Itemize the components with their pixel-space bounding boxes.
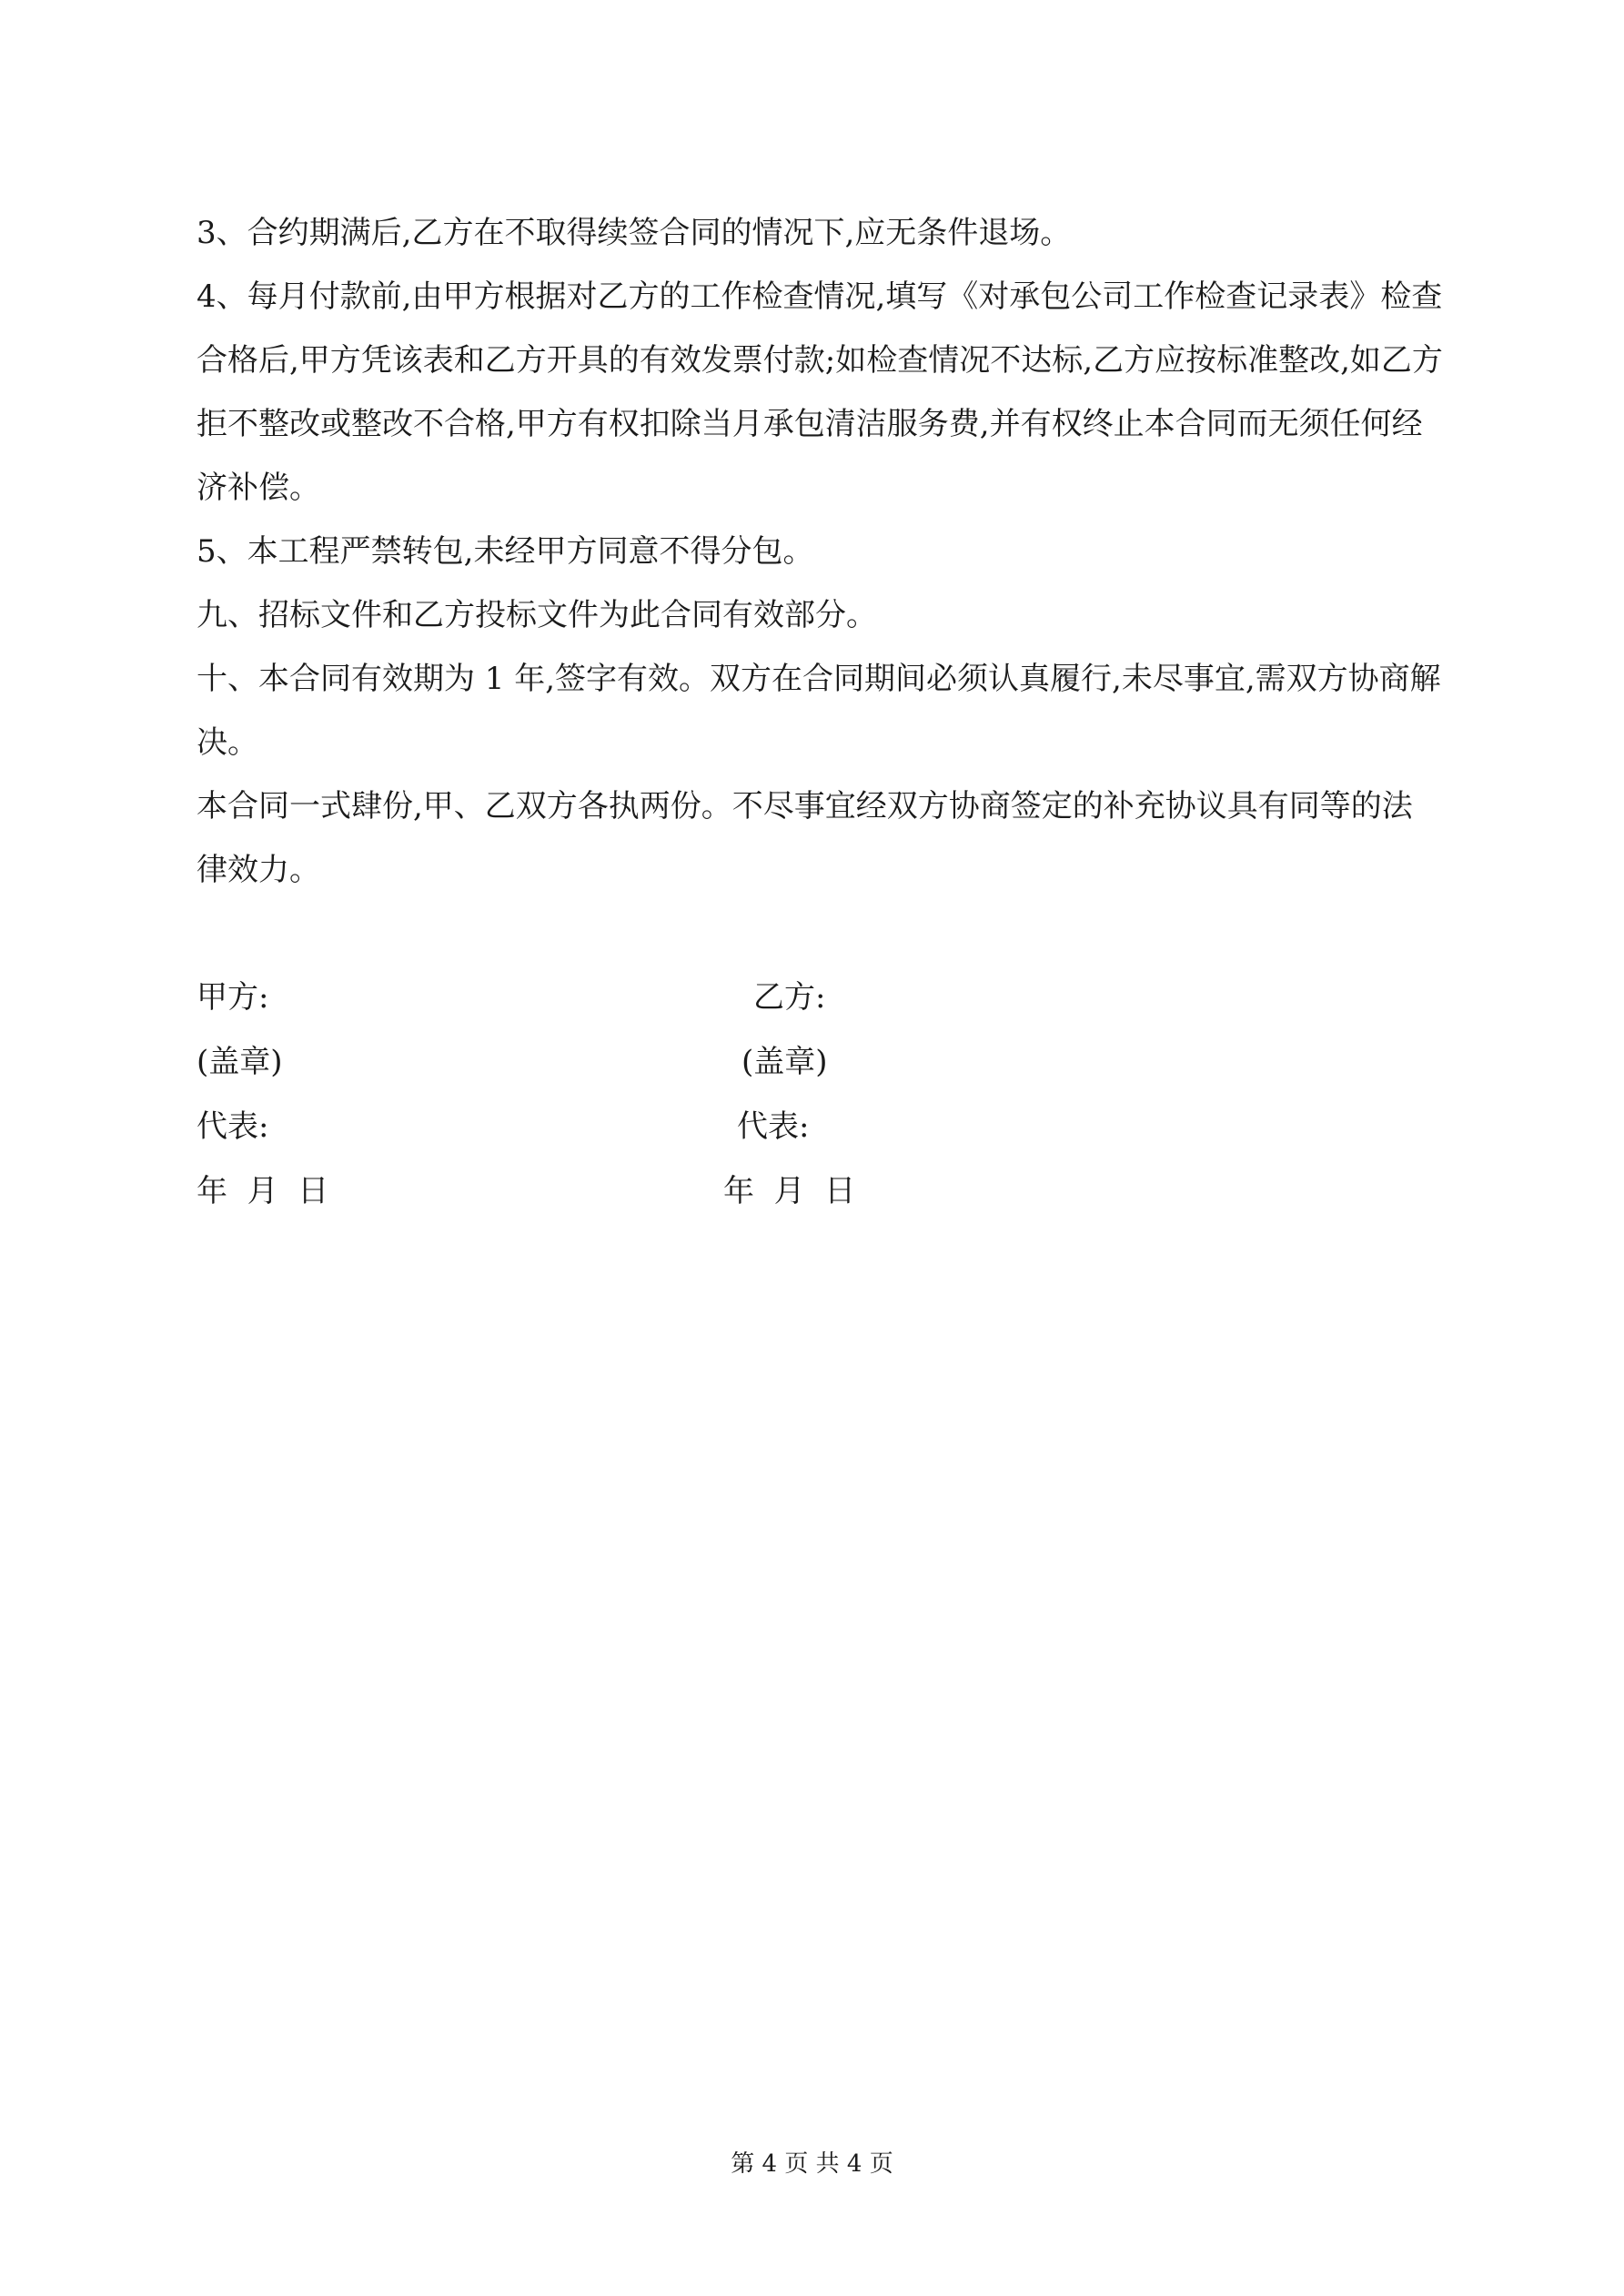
- copies-clause: 本合同一式肆份,甲、乙双方各执两份。不尽事宜经双方协商签定的补充协议具有同等的法律效力。: [197, 788, 1413, 888]
- clause-4: 4、每月付款前,由甲方根据对乙方的工作检查情况,填写《对承包公司工作检查记录表》检查合格后,甲方凭该表和乙方开具的有效发票付款;如检查情况不达标,乙方应按标准整改,如乙方拒不整改或整改不合格,甲方有权扣除当月承包清洁服务费,并有权终止本合同而无须任何经济补偿。: [197, 278, 1443, 506]
- clause-5: 5、本工程严禁转包,未经甲方同意不得分包。: [197, 533, 814, 570]
- party-a-date: 年 月 日: [197, 1173, 329, 1209]
- clause-3: 3、合约期满后,乙方在不取得续签合同的情况下,应无条件退场。: [197, 215, 1072, 251]
- party-a-label: 甲方:: [197, 979, 269, 1016]
- article-9: 九、招标文件和乙方投标文件为此合同有效部分。: [197, 597, 877, 633]
- article-10: 十、本合同有效期为 1 年,签字有效。双方在合同期间必须认真履行,未尽事宜,需双方协商解决。: [197, 661, 1441, 761]
- party-a-representative: 代表:: [197, 1108, 269, 1145]
- party-b-seal: (盖章): [741, 1044, 828, 1080]
- party-b-representative: 代表:: [737, 1108, 810, 1145]
- party-b-label: 乙方:: [753, 979, 826, 1016]
- party-a-seal: (盖章): [197, 1044, 283, 1080]
- contract-body: [197, 201, 1443, 902]
- page-number-footer: 第 4 页 共 4 页: [731, 2150, 893, 2178]
- party-b-date: 年 月 日: [723, 1173, 856, 1209]
